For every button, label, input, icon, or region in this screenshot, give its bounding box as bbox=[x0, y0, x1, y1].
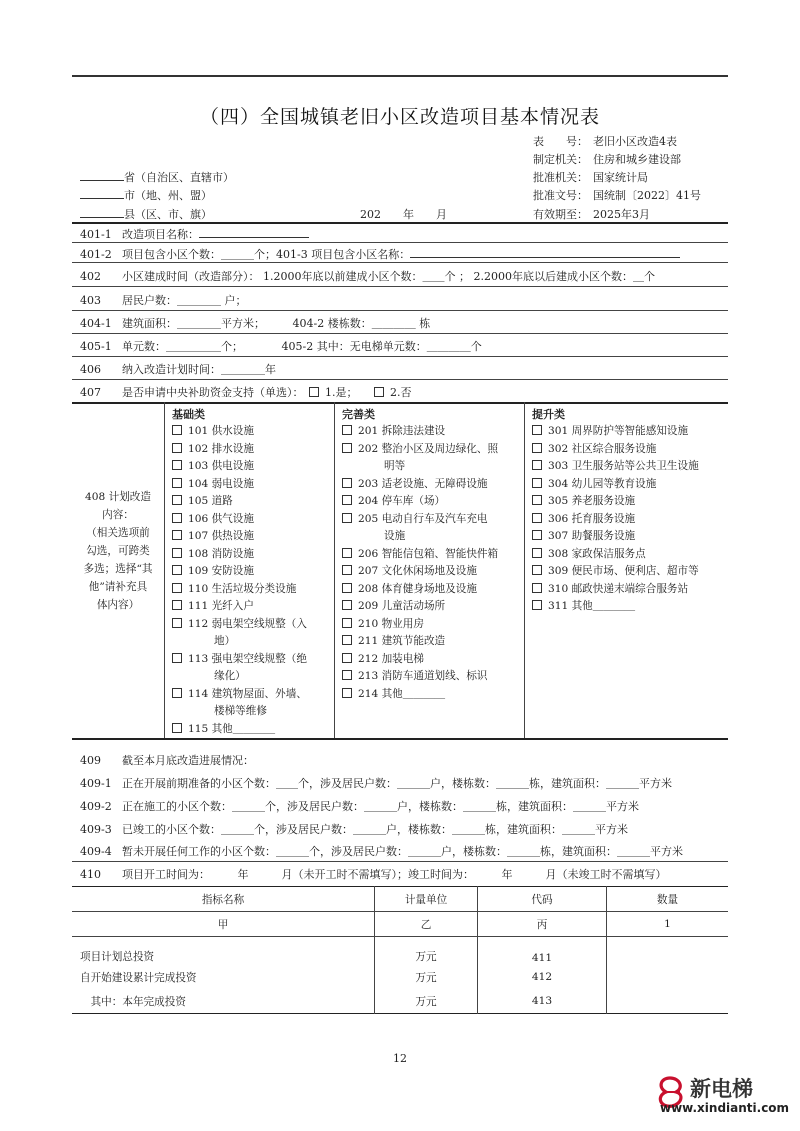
checkbox[interactable] bbox=[532, 495, 542, 505]
plan-item bbox=[532, 528, 699, 546]
checkbox[interactable] bbox=[172, 478, 182, 488]
plan-item bbox=[172, 686, 307, 704]
plan-item-label: 106 供气设施 bbox=[188, 512, 254, 525]
row-403: 403 居民户数：＿＿＿＿ 户； bbox=[80, 294, 247, 307]
row-404: 404-1 建筑面积：＿＿＿＿平方米； 404-2 楼栋数：＿＿＿＿ 栋 bbox=[80, 317, 431, 330]
plan-item-label: 楼梯等维修 bbox=[214, 705, 267, 717]
plan-item bbox=[532, 493, 699, 511]
plan-item-label: 309 便民市场、便利店、超市等 bbox=[548, 565, 699, 577]
plan-item bbox=[172, 721, 307, 739]
divider bbox=[72, 379, 728, 380]
plan-item-label: 107 供热设施 bbox=[188, 530, 254, 542]
col-header-qty: 数量 bbox=[607, 887, 729, 912]
sub-header: 丙 bbox=[478, 912, 607, 937]
meta-valid-until: 有效期至： 2025年3月 bbox=[533, 208, 650, 221]
divider bbox=[72, 242, 728, 243]
sub-header: 甲 bbox=[217, 918, 229, 931]
plan-item bbox=[172, 651, 307, 669]
plan-item-label: 208 体育健身场地及设施 bbox=[358, 582, 477, 595]
plan-item-label: 203 适老设施、无障碍设施 bbox=[358, 477, 488, 490]
meta-approver: 批准机关： 国家统计局 bbox=[533, 171, 648, 184]
plan-item-label: 204 停车库（场） bbox=[358, 495, 446, 507]
divider bbox=[72, 333, 728, 334]
plan-item-label: 209 儿童活动场所 bbox=[358, 600, 446, 612]
table-row-qty[interactable] bbox=[607, 989, 729, 1014]
plan-item-label: 306 托育服务设施 bbox=[548, 512, 636, 525]
checkbox[interactable] bbox=[532, 600, 542, 610]
divider bbox=[72, 286, 728, 287]
plan-item bbox=[342, 686, 498, 704]
plan-item-label: 缘化） bbox=[214, 670, 246, 682]
plan-item bbox=[172, 616, 307, 634]
row-401-1: 401-1 改造项目名称： bbox=[80, 226, 309, 242]
plan-item bbox=[532, 511, 699, 529]
plan-item-label: 112 弱电架空线规整（入 bbox=[188, 617, 307, 630]
table-row-qty[interactable] bbox=[607, 937, 729, 966]
plan-item-label: 303 卫生服务站等公共卫生设施 bbox=[548, 460, 699, 472]
plan-item-label: 地） bbox=[214, 635, 236, 647]
checkbox[interactable] bbox=[532, 443, 542, 453]
divider bbox=[72, 861, 728, 862]
table-row-unit: 万元 bbox=[375, 989, 478, 1014]
plan-item bbox=[172, 458, 307, 476]
plan-item-label: 311 其他＿＿＿＿ bbox=[548, 600, 636, 612]
checkbox[interactable] bbox=[172, 653, 182, 663]
plan-item bbox=[342, 668, 498, 686]
plan-item bbox=[532, 546, 699, 564]
checkbox[interactable] bbox=[342, 513, 352, 523]
row-409-1: 409-1 正在开展前期准备的小区个数：＿＿个，涉及居民户数：＿＿＿户，楼栋数：＿＿＿栋，建筑面积：＿＿＿平方米 bbox=[80, 777, 672, 790]
meta-approval-no: 批准文号： 国统制〔2022〕41号 bbox=[533, 189, 701, 202]
divider bbox=[72, 402, 728, 404]
table-row-code: 412 bbox=[478, 965, 607, 989]
divider bbox=[72, 262, 728, 263]
row-409-4: 409-4 暂未开展任何工作的小区个数：＿＿＿个，涉及居民户数：＿＿＿户，楼栋数：＿＿＿栋，建筑面积：＿＿＿平方米 bbox=[80, 845, 683, 858]
checkbox[interactable] bbox=[342, 425, 352, 435]
plan-item bbox=[342, 546, 498, 564]
plan-item bbox=[342, 423, 498, 441]
table-row-name: 其中：本年完成投资 bbox=[80, 995, 186, 1008]
row-406: 406 纳入改造计划时间：＿＿＿＿年 bbox=[80, 363, 276, 376]
checkbox[interactable] bbox=[172, 495, 182, 505]
checkbox[interactable] bbox=[342, 583, 352, 593]
col-header-unit: 计量单位 bbox=[375, 887, 478, 912]
plan-item-label: 114 建筑物屋面、外墙、 bbox=[188, 687, 307, 700]
row-409: 409 截至本月底改造进展情况： bbox=[80, 754, 254, 767]
report-date: 202 年 月 bbox=[360, 208, 447, 221]
province-field: 省（自治区、直辖市） bbox=[80, 169, 234, 185]
plan-item bbox=[342, 441, 498, 459]
table-row-code: 411 bbox=[478, 937, 607, 966]
plan-item bbox=[172, 581, 307, 599]
meta-form-no: 表 号： 老旧小区改造4表 bbox=[533, 135, 677, 148]
plan-item bbox=[342, 598, 498, 616]
checkbox[interactable] bbox=[532, 478, 542, 488]
divider bbox=[72, 738, 728, 740]
checkbox[interactable] bbox=[342, 600, 352, 610]
table-row-name: 自开始建设累计完成投资 bbox=[80, 971, 197, 984]
col-divider bbox=[334, 402, 335, 738]
plan-item-label: 105 道路 bbox=[188, 495, 233, 507]
checkbox[interactable] bbox=[532, 513, 542, 523]
plan-item-label: 302 社区综合服务设施 bbox=[548, 442, 657, 455]
plan-item-label: 305 养老服务设施 bbox=[548, 495, 636, 507]
checkbox[interactable] bbox=[342, 688, 352, 698]
row-409-2: 409-2 正在施工的小区个数：＿＿＿个，涉及居民户数：＿＿＿户，楼栋数：＿＿＿栋，建筑面积：＿＿＿平方米 bbox=[80, 800, 639, 813]
city-field: 市（地、州、盟） bbox=[80, 187, 212, 203]
basic-items bbox=[172, 423, 307, 738]
plan-item-label: 214 其他＿＿＿＿ bbox=[358, 687, 446, 700]
plan-item bbox=[172, 528, 307, 546]
plan-item bbox=[342, 651, 498, 669]
plan-item bbox=[172, 423, 307, 441]
plan-item-label: 301 周界防护等智能感知设施 bbox=[548, 425, 689, 437]
checkbox[interactable] bbox=[172, 618, 182, 628]
checkbox[interactable] bbox=[172, 443, 182, 453]
plan-item bbox=[172, 441, 307, 459]
plan-item-label: 109 安防设施 bbox=[188, 565, 254, 577]
plan-item bbox=[342, 511, 498, 529]
improve-items bbox=[342, 423, 498, 703]
plan-item-label: 202 整治小区及周边绿化、照 bbox=[358, 442, 499, 455]
checkbox[interactable] bbox=[342, 443, 352, 453]
plan-item-label: 205 电动自行车及汽车充电 bbox=[358, 512, 488, 525]
plan-item bbox=[172, 511, 307, 529]
plan-item-label: 115 其他＿＿＿＿ bbox=[188, 722, 276, 735]
plan-item bbox=[342, 633, 498, 651]
plan-item bbox=[172, 668, 307, 686]
row-410: 410 项目开工时间为： 年 月（未开工时不需填写）；竣工时间为： 年 月（未竣工时不需填写） bbox=[80, 868, 667, 881]
plan-item-label: 103 供电设施 bbox=[188, 460, 254, 472]
plan-item bbox=[172, 598, 307, 616]
plan-item bbox=[342, 616, 498, 634]
col-divider bbox=[164, 402, 165, 738]
table-row-qty[interactable] bbox=[607, 965, 729, 989]
checkbox[interactable] bbox=[172, 530, 182, 540]
col-divider bbox=[524, 402, 525, 738]
divider bbox=[72, 310, 728, 311]
checkbox[interactable] bbox=[342, 635, 352, 645]
plan-item-label: 102 排水设施 bbox=[188, 442, 254, 455]
plan-item bbox=[342, 476, 498, 494]
checkbox[interactable] bbox=[342, 548, 352, 558]
category-improve: 完善类 bbox=[342, 408, 375, 421]
plan-item-label: 明等 bbox=[384, 460, 406, 472]
page-number: 12 bbox=[393, 1052, 407, 1065]
page-title: （四）全国城镇老旧小区改造项目基本情况表 bbox=[199, 106, 600, 128]
checkbox-yes[interactable] bbox=[309, 387, 319, 397]
plan-item-label: 设施 bbox=[384, 530, 406, 542]
table-row-unit: 万元 bbox=[375, 937, 478, 966]
plan-item-label: 212 加装电梯 bbox=[358, 652, 424, 665]
plan-item bbox=[342, 528, 498, 546]
plan-item-label: 213 消防车通道划线、标识 bbox=[358, 670, 488, 682]
indicator-table bbox=[72, 886, 728, 1014]
plan-item bbox=[172, 703, 307, 721]
plan-item-label: 113 强电架空线规整（绝 bbox=[188, 652, 307, 665]
plan-item bbox=[532, 563, 699, 581]
plan-item bbox=[172, 633, 307, 651]
plan-item-label: 304 幼儿园等教育设施 bbox=[548, 477, 657, 490]
table-row-unit: 万元 bbox=[375, 965, 478, 989]
checkbox[interactable] bbox=[532, 530, 542, 540]
plan-item-label: 108 消防设施 bbox=[188, 547, 254, 560]
checkbox[interactable] bbox=[342, 653, 352, 663]
plan-item bbox=[532, 598, 699, 616]
plan-item-label: 201 拆除违法建设 bbox=[358, 425, 446, 437]
plan-item-label: 310 邮政快递末端综合服务站 bbox=[548, 582, 689, 595]
checkbox[interactable] bbox=[532, 460, 542, 470]
logo-name: 新电梯 bbox=[690, 1077, 753, 1101]
plan-item-label: 101 供水设施 bbox=[188, 425, 254, 437]
divider bbox=[72, 356, 728, 357]
plan-item bbox=[342, 458, 498, 476]
plan-item bbox=[532, 581, 699, 599]
checkbox[interactable] bbox=[172, 548, 182, 558]
row-409-3: 409-3 已竣工的小区个数：＿＿＿个，涉及居民户数：＿＿＿户，楼栋数：＿＿＿栋，建筑面积：＿＿＿平方米 bbox=[80, 823, 628, 836]
plan-item-label: 104 弱电设施 bbox=[188, 477, 254, 490]
checkbox[interactable] bbox=[172, 425, 182, 435]
logo-url: www.xindianti.com bbox=[660, 1101, 790, 1115]
row-407: 407 是否申请中央补助资金支持（单选）： 1.是； 2.否 bbox=[80, 386, 412, 399]
upgrade-items bbox=[532, 423, 699, 616]
category-basic: 基础类 bbox=[172, 408, 205, 421]
plan-item bbox=[532, 423, 699, 441]
checkbox[interactable] bbox=[532, 565, 542, 575]
checkbox-no[interactable] bbox=[374, 387, 384, 397]
meta-authority: 制定机关： 住房和城乡建设部 bbox=[533, 153, 681, 166]
plan-item-label: 111 光纤入户 bbox=[188, 600, 254, 612]
checkbox[interactable] bbox=[342, 478, 352, 488]
plan-item-label: 307 助餐服务设施 bbox=[548, 530, 636, 542]
plan-item bbox=[172, 546, 307, 564]
checkbox[interactable] bbox=[172, 600, 182, 610]
checkbox[interactable] bbox=[172, 723, 182, 733]
county-field: 县（区、市、旗） bbox=[80, 206, 212, 222]
checkbox[interactable] bbox=[172, 688, 182, 698]
table-row-name: 项目计划总投资 bbox=[80, 951, 155, 963]
col-header-code: 代码 bbox=[478, 887, 607, 912]
checkbox[interactable] bbox=[342, 565, 352, 575]
checkbox[interactable] bbox=[532, 548, 542, 558]
plan-item-label: 308 家政保洁服务点 bbox=[548, 547, 646, 560]
plan-item bbox=[532, 476, 699, 494]
plan-item-label: 210 物业用房 bbox=[358, 617, 424, 630]
checkbox[interactable] bbox=[342, 670, 352, 680]
checkbox[interactable] bbox=[172, 460, 182, 470]
checkbox[interactable] bbox=[172, 565, 182, 575]
checkbox[interactable] bbox=[172, 513, 182, 523]
plan-item bbox=[172, 493, 307, 511]
plan-item-label: 211 建筑节能改造 bbox=[358, 635, 446, 647]
plan-item-label: 110 生活垃圾分类设施 bbox=[188, 582, 297, 595]
plan-note: 408 计划改造 内容： （相关选项前 勾选，可跨类 多选；选择“其 他”请补充具 体内容） bbox=[83, 491, 153, 611]
plan-item bbox=[342, 563, 498, 581]
plan-item bbox=[532, 458, 699, 476]
sub-header: 1 bbox=[607, 912, 729, 937]
row-402: 402 小区建成时间（改造部分）： 1.2000年底以前建成小区个数：＿＿个 ； 2.2000年底以后建成小区个数：＿个 bbox=[80, 270, 655, 283]
row-401-2: 401-2 项目包含小区个数：＿＿＿个；401-3 项目包含小区名称： bbox=[80, 246, 680, 262]
plan-item-label: 207 文化休闲场地及设施 bbox=[358, 565, 477, 577]
checkbox[interactable] bbox=[342, 495, 352, 505]
checkbox[interactable] bbox=[172, 583, 182, 593]
plan-item bbox=[342, 493, 498, 511]
plan-item-label: 206 智能信包箱、智能快件箱 bbox=[358, 547, 499, 560]
plan-item bbox=[172, 563, 307, 581]
checkbox[interactable] bbox=[532, 425, 542, 435]
top-rule bbox=[72, 75, 728, 77]
col-header-name: 指标名称 bbox=[201, 893, 245, 906]
plan-item bbox=[172, 476, 307, 494]
divider bbox=[72, 222, 728, 224]
sub-header: 乙 bbox=[375, 912, 478, 937]
checkbox[interactable] bbox=[342, 618, 352, 628]
plan-item bbox=[342, 581, 498, 599]
plan-item bbox=[532, 441, 699, 459]
checkbox[interactable] bbox=[532, 583, 542, 593]
row-405: 405-1 单元数：＿＿＿＿＿个； 405-2 其中：无电梯单元数：＿＿＿＿个 bbox=[80, 340, 482, 353]
table-row-code: 413 bbox=[478, 989, 607, 1014]
category-upgrade: 提升类 bbox=[532, 408, 565, 421]
